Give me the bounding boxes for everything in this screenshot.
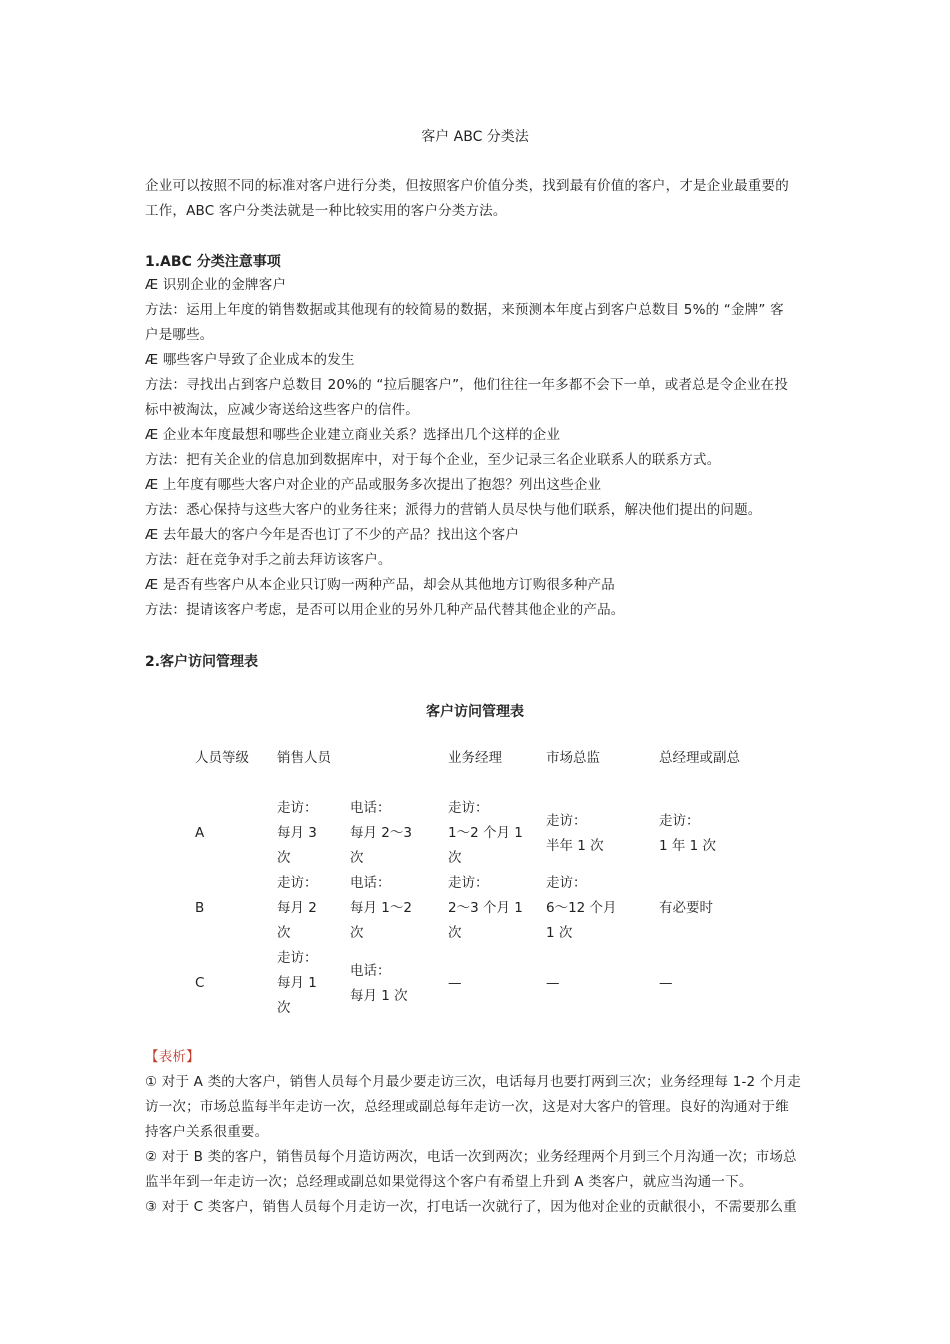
s1-line: 户是哪些。 bbox=[145, 327, 214, 343]
table-cell: 走访： bbox=[448, 875, 489, 891]
s1-line: Æ 哪些客户导致了企业成本的发生 bbox=[145, 352, 355, 368]
table-cell: 次 bbox=[350, 850, 364, 866]
table-cell: 走访： bbox=[277, 950, 318, 966]
s1-line: 方法：赶在竞争对手之前去拜访该客户。 bbox=[145, 552, 392, 568]
table-header: 总经理或副总 bbox=[659, 750, 740, 766]
table-cell: 次 bbox=[277, 850, 291, 866]
table-cell: 电话： bbox=[350, 875, 391, 891]
table-cell: — bbox=[448, 975, 462, 991]
doc-title: 客户 ABC 分类法 bbox=[421, 129, 529, 145]
s1-line: Æ 企业本年度最想和哪些企业建立商业关系？选择出几个这样的企业 bbox=[145, 427, 561, 443]
table-cell: 走访： bbox=[546, 813, 587, 829]
table-header: 人员等级 bbox=[195, 750, 249, 766]
table-cell: 走访： bbox=[277, 875, 318, 891]
s1-line: Æ 上年度有哪些大客户对企业的产品或服务多次提出了抱怨？列出这些企业 bbox=[145, 477, 602, 493]
s1-line: 标中被淘汰，应减少寄送给这些客户的信件。 bbox=[145, 402, 419, 418]
analysis-line: ② 对于 B 类的客户，销售员每个月造访两次，电话一次到两次；业务经理两个月到三个月沟通一次；市场总 bbox=[145, 1149, 797, 1165]
table-cell: 走访： bbox=[448, 800, 489, 816]
table-cell: 半年 1 次 bbox=[546, 838, 604, 854]
s1-line: Æ 去年最大的客户今年是否也订了不少的产品？找出这个客户 bbox=[145, 527, 520, 543]
table-cell: 电话： bbox=[350, 963, 391, 979]
s1-line: 方法：运用上年度的销售数据或其他现有的较简易的数据，来预测本年度占到客户总数目 5%的 “金牌” 客 bbox=[145, 302, 784, 318]
table-title: 客户访问管理表 bbox=[426, 704, 524, 720]
table-header: 业务经理 bbox=[448, 750, 502, 766]
table-cell: 次 bbox=[277, 1000, 291, 1016]
s1-line: 方法：寻找出占到客户总数目 20%的 “拉后腿客户”，他们往往一年多都不会下一单，或者总是令企业在投 bbox=[145, 377, 789, 393]
table-cell: 次 bbox=[448, 925, 462, 941]
table-cell: 每月 3 bbox=[277, 825, 317, 841]
s1-line: 方法：把有关企业的信息加到数据库中，对于每个企业，至少记录三名企业联系人的联系方式。 bbox=[145, 452, 721, 468]
table-header: 市场总监 bbox=[546, 750, 600, 766]
s1-line: Æ 是否有些客户从本企业只订购一两种产品，却会从其他地方订购很多种产品 bbox=[145, 577, 615, 593]
table-cell: 次 bbox=[350, 925, 364, 941]
section2-heading: 2.客户访问管理表 bbox=[145, 654, 259, 670]
table-cell: 6～12 个月 bbox=[546, 900, 617, 916]
table-cell: 走访： bbox=[546, 875, 587, 891]
table-cell: B bbox=[195, 900, 205, 916]
s1-line: 方法：悉心保持与这些大客户的业务往来；派得力的营销人员尽快与他们联系，解决他们提出的问题。 bbox=[145, 502, 762, 518]
table-cell: — bbox=[546, 975, 560, 991]
table-cell: 每月 2 bbox=[277, 900, 317, 916]
table-cell: 走访： bbox=[659, 813, 700, 829]
table-cell: 1～2 个月 1 bbox=[448, 825, 523, 841]
analysis-line: ③ 对于 C 类客户，销售人员每个月走访一次，打电话一次就行了，因为他对企业的贡献很小，不需要那么重 bbox=[145, 1199, 797, 1215]
table-cell: A bbox=[195, 825, 205, 841]
table-cell: 每月 1 bbox=[277, 975, 317, 991]
table-cell: 2～3 个月 1 bbox=[448, 900, 523, 916]
analysis-line: 访一次；市场总监每半年走访一次，总经理或副总每年走访一次，这是对大客户的管理。良好的沟通对于维 bbox=[145, 1099, 789, 1115]
table-cell: 每月 1～2 bbox=[350, 900, 412, 916]
table-cell: 每月 1 次 bbox=[350, 988, 408, 1004]
table-cell: 有必要时 bbox=[659, 900, 713, 916]
s1-line: Æ 识别企业的金牌客户 bbox=[145, 277, 287, 293]
analysis-line: ① 对于 A 类的大客户，销售人员每个月最少要走访三次，电话每月也要打两到三次；业务经理每 1-2 个月走 bbox=[145, 1074, 801, 1090]
analysis-label: 【表析】 bbox=[145, 1049, 200, 1065]
table-cell: 电话： bbox=[350, 800, 391, 816]
table-cell: — bbox=[659, 975, 673, 991]
analysis-line: 持客户关系很重要。 bbox=[145, 1124, 269, 1140]
table-cell: 次 bbox=[448, 850, 462, 866]
table-cell: 走访： bbox=[277, 800, 318, 816]
table-cell: 每月 2～3 bbox=[350, 825, 412, 841]
analysis-line: 监半年到一年走访一次；总经理或副总如果觉得这个客户有希望上升到 A 类客户，就应当沟通一下。 bbox=[145, 1174, 753, 1190]
table-header: 销售人员 bbox=[277, 750, 331, 766]
intro-line-1: 企业可以按照不同的标准对客户进行分类，但按照客户价值分类，找到最有价值的客户，才是企业最重要的 bbox=[145, 178, 789, 194]
section1-heading: 1.ABC 分类注意事项 bbox=[145, 254, 281, 270]
table-cell: 1 年 1 次 bbox=[659, 838, 717, 854]
table-cell: C bbox=[195, 975, 205, 991]
intro-line-2: 工作，ABC 客户分类法就是一种比较实用的客户分类方法。 bbox=[145, 203, 507, 219]
s1-line: 方法：提请该客户考虑，是否可以用企业的另外几种产品代替其他企业的产品。 bbox=[145, 602, 625, 618]
table-cell: 次 bbox=[277, 925, 291, 941]
table-cell: 1 次 bbox=[546, 925, 573, 941]
